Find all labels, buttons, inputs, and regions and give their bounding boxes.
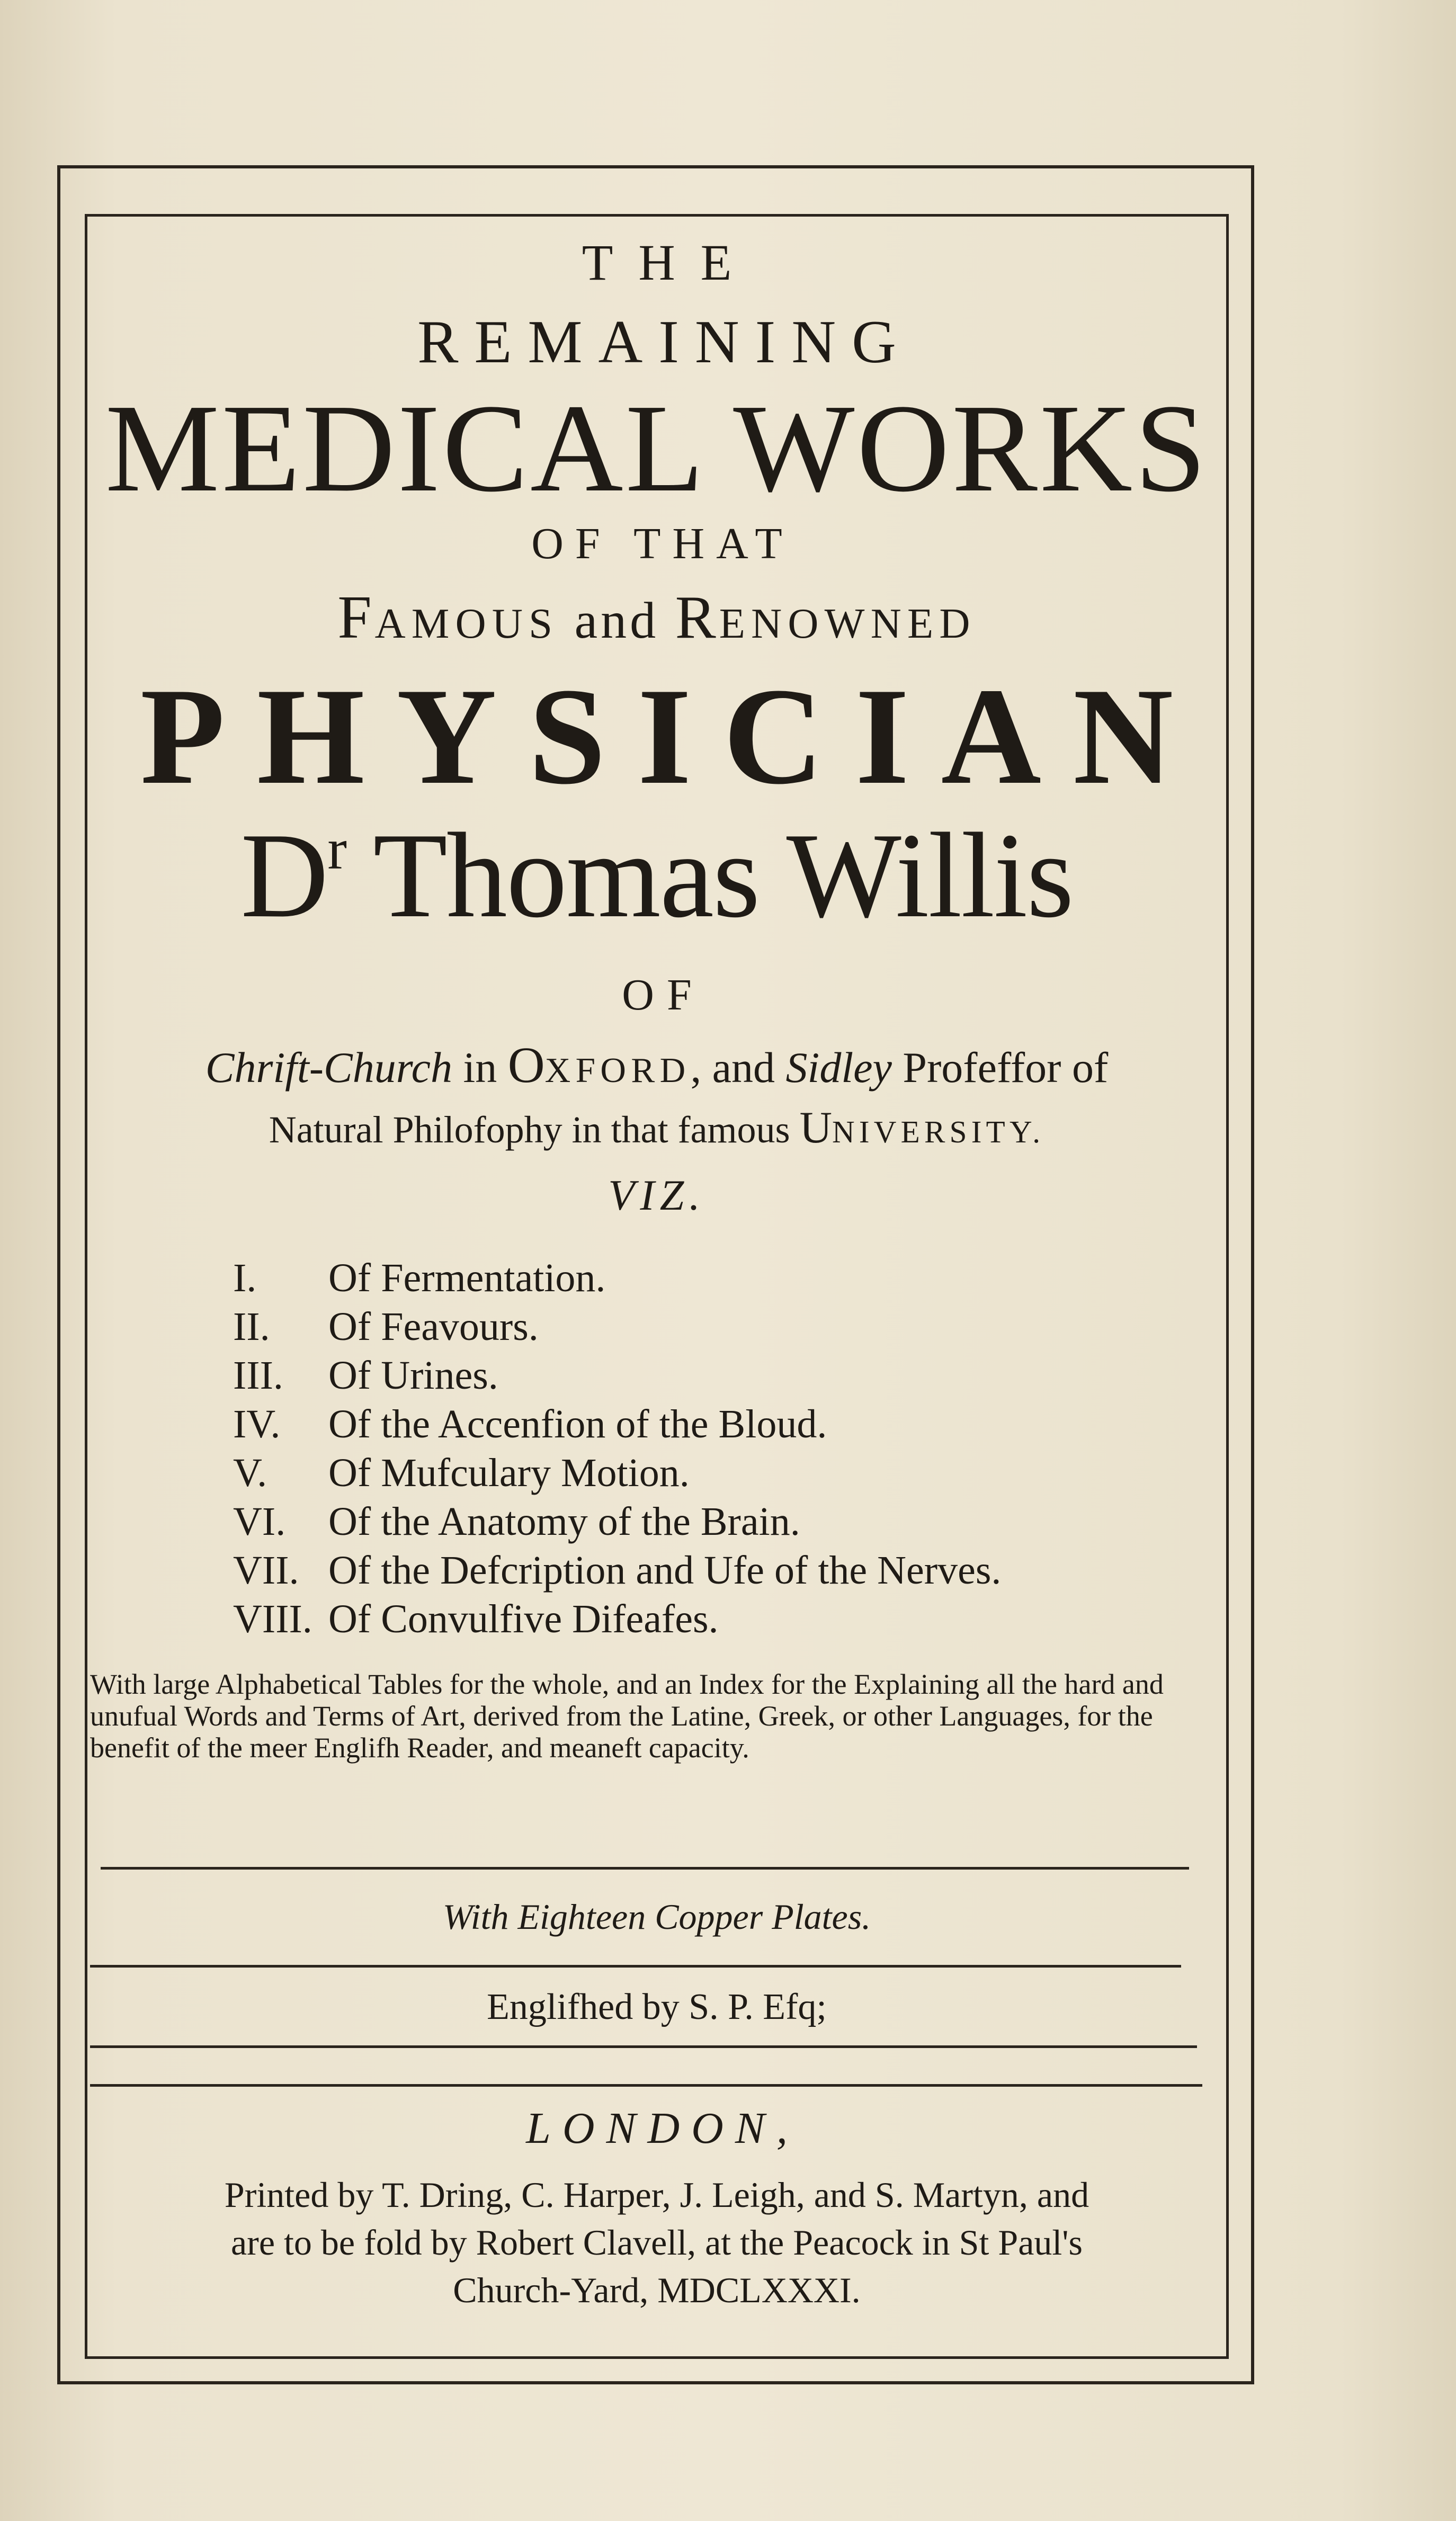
plates-line: With Eighteen Copper Plates. [442, 1897, 871, 1937]
in-word: in [452, 1043, 508, 1092]
famous-initial: F [337, 584, 375, 651]
university-rest: NIVERSITY. [832, 1114, 1045, 1149]
contents-item [233, 1353, 1186, 1401]
contents-item [233, 1304, 1186, 1353]
contents-text: Of Mufculary Motion. [328, 1451, 690, 1495]
viz-heading: VIZ. [608, 1171, 705, 1219]
renowned-initial: R [675, 584, 719, 651]
imprint-sold: are to be fold by Robert Clavell, at the Peacock in St Paul's [231, 2222, 1083, 2263]
dr-sup: r [327, 817, 346, 881]
famous-and: and [558, 592, 675, 649]
imprint-printed: Printed by T. Dring, C. Harper, J. Leigh, and S. Martyn, and [224, 2175, 1089, 2215]
contents-text: Of Urines. [328, 1353, 498, 1398]
dr-abbrev: D [240, 808, 328, 943]
title-of-that: OF THAT [531, 519, 794, 568]
title-author-name [85, 805, 1229, 945]
contents-number: IV. [233, 1402, 281, 1446]
contents-item [233, 1499, 1186, 1548]
and-word: , and [690, 1043, 786, 1092]
contents-number: II. [233, 1304, 270, 1349]
famous-rest: AMOUS [374, 600, 559, 647]
contents-text: Of Fermentation. [328, 1256, 606, 1300]
university-initial: U [799, 1103, 832, 1152]
translator-line: Englifhed by S. P. Efq; [487, 1987, 827, 2027]
renowned-rest: ENOWNED [719, 600, 976, 647]
imprint-london: LONDON, [526, 2104, 799, 2153]
contents-number: I. [233, 1256, 257, 1300]
title-of: OF [622, 970, 704, 1020]
contents-text: Of the Defcription and Ufe of the Nerves. [328, 1548, 1002, 1593]
rule-4 [90, 2084, 1202, 2087]
contents-list [233, 1255, 1186, 1645]
tables-description: With large Alphabetical Tables for the whole, and an Index for the Explaining all the hard and unufual Words and Terms of Art, derived from the Latine, Greek, or other Languages, for the benefit of the meer Englifh Reader, and meaneft capacity. [90, 1668, 1164, 1764]
contents-number: III. [233, 1353, 283, 1398]
rule-1 [101, 1867, 1189, 1870]
oxford-rest: XFORD [544, 1050, 691, 1090]
imprint-churchyard: Church-Yard, MDCLXXXI. [453, 2270, 861, 2310]
contents-number: VI. [233, 1499, 286, 1544]
contents-item [233, 1548, 1186, 1596]
oxford-initial: O [507, 1036, 545, 1093]
affiliation-line-1 [85, 1035, 1229, 1094]
author-name: Thomas Willis [346, 808, 1073, 943]
contents-item [233, 1596, 1186, 1645]
contents-text: Of the Accenfion of the Bloud. [328, 1402, 827, 1446]
title-physician: PHYSICIAN [140, 659, 1205, 813]
contents-item [233, 1401, 1186, 1450]
affiliation-line-2 [85, 1102, 1229, 1154]
title-remaining: REMAINING [417, 308, 912, 376]
rule-3 [90, 2045, 1197, 2048]
contents-text: Of the Anatomy of the Brain. [328, 1499, 800, 1544]
contents-number: V. [233, 1451, 267, 1495]
natural-philosophy: Natural Philofophy in that famous [269, 1108, 800, 1151]
contents-item [233, 1255, 1186, 1304]
christ-church: Chrift-Church [205, 1043, 452, 1092]
title-medical-works: MEDICAL WORKS [105, 379, 1209, 518]
contents-item [233, 1450, 1186, 1499]
sidley: Sidley [785, 1043, 892, 1092]
contents-text: Of Feavours. [328, 1304, 539, 1349]
contents-number: VII. [233, 1548, 299, 1593]
contents-text: Of Convulfive Difeafes. [328, 1597, 719, 1641]
professor-of: Profeffor of [891, 1043, 1109, 1092]
rule-2 [90, 1965, 1181, 1968]
contents-number: VIII. [233, 1597, 312, 1641]
title-famous-renowned [85, 583, 1229, 653]
title-the: THE [582, 234, 757, 291]
